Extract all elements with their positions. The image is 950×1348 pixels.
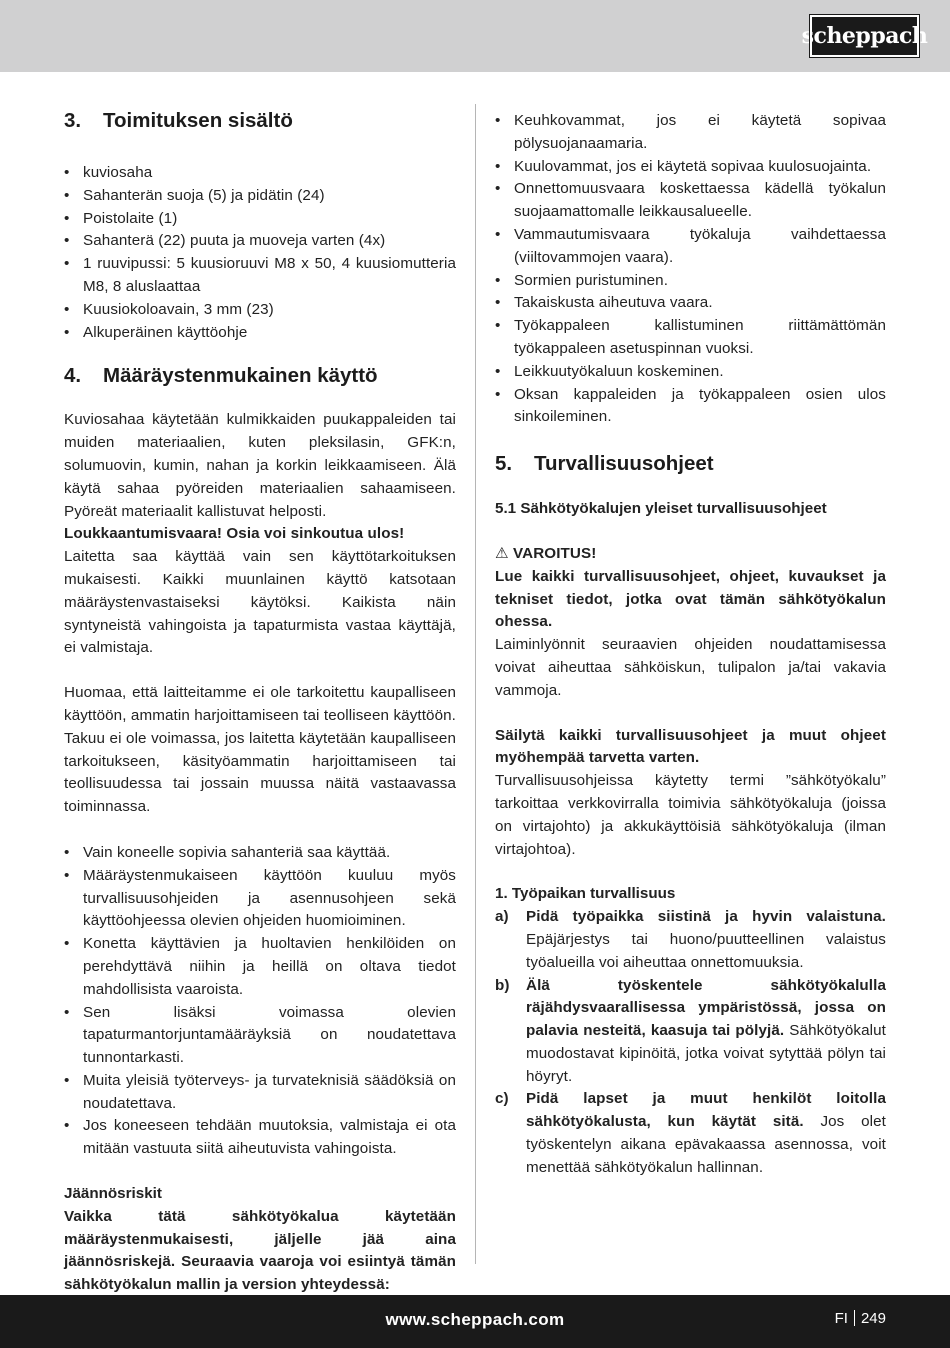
item-bold: Pidä lapset ja muut henkilöt loitolla sähkötyökalusta, kun käytät sitä. [526,1090,886,1131]
warning-bold-text: Lue kaikki turvallisuusohjeet, ohjeet, kuvaukset ja tekniset tiedot, jotka ovat tämän sähkötyökalun ohessa. [495,567,886,631]
item-bold: Älä työskentele sähkötyökalulla räjähdysvaarallisessa ympäristössä, jossa on palavia nesteitä, kaasuja tai pölyjä. [526,976,886,1040]
section-title: Turvallisuusohjeet [534,452,714,476]
list-item: • Keuhkovammat, jos ei käytetä sopivaa pölysuojanaamaria. [495,110,886,156]
page-number: 249 [860,1310,886,1327]
workplace-safety-list [495,906,886,1180]
brand-logo [801,15,928,57]
language-code: FI [834,1310,848,1327]
delivery-contents-list [64,162,456,344]
section-5-heading [495,450,886,478]
injury-warning: Loukkaantumisvaara! Osia voi sinkoutua ulos! [64,525,405,543]
section-title: Määräystenmukainen käyttö [103,364,378,388]
list-item: • kuviosaha [64,162,456,185]
residual-risks-text: Vaikka tätä sähkötyökalua käytetään määräystenmukaisesti, jäljelle jää aina jäännösriskejä. Seuraavia vaaroja voi esiintyä tämän sähkötyökalun mallin ja version yhteydessä: [64,1207,456,1294]
section-title: Toimituksen sisältö [103,109,293,132]
residual-risks-list [495,110,886,429]
page-separator [854,1310,855,1326]
commercial-use-paragraph: Huomaa, että laitteitamme ei ole tarkoitettu kaupalliseen käyttöön, ammatin harjoittamiseen tai teolliseen käyttöön. Takuu ei ole voimassa, jos laitetta käytetään kaupalliseen tarkoitukseen, käsityöammatin harjoittamiseen tai teollisuudessa tai jossain muussa näitä vastaavassa toiminnassa. [64,684,456,816]
brand-logo-text: scheppach [801,23,928,49]
item-label: c) [495,1090,509,1108]
footer-bar [0,1295,950,1348]
column-divider [475,104,476,1264]
list-item: • Sormien puristuminen. [495,270,886,293]
section-number: 5. [495,452,513,476]
usage-rules-list [64,842,456,1161]
section-3-heading [64,107,456,135]
list-item: • Jos koneeseen tehdään muutoksia, valmistaja ei ota mitään vastuuta siitä aiheutuvista vahingoista. [64,1115,456,1161]
list-item: • Määräystenmukaiseen käyttöön kuuluu myös turvallisuusohjeiden ja asennusohjeen sekä käyttöohjeessa olevien ohjeiden huomioiminen. [64,865,456,933]
item-text: Jos olet työskentelyn aikana epävakaassa asennossa, voit menettää sähkötyökalun hallinnan. [526,1113,886,1176]
warning-triangle-icon: ⚠ [495,544,509,562]
list-item: • Konetta käyttävien ja huoltavien henkilöiden on perehdyttävä niihin ja heillä on oltava tiedot mahdollisista vaaroista. [64,933,456,1001]
list-item: • Onnettomuusvaara koskettaessa kädellä työkalun suojaamattomalle leikkausalueelle. [495,178,886,224]
list-item: • Vain koneelle sopivia sahanteriä saa käyttää. [64,842,456,865]
header-bar [0,0,950,72]
list-item: • Sahanterä (22) puuta ja muoveja varten (4x) [64,230,456,253]
section-number: 3. [64,109,82,132]
residual-risks-title: Jäännösriskit [64,1185,162,1203]
list-item: • Kuulovammat, jos ei käytetä sopivaa kuulosuojainta. [495,156,886,179]
list-item: • Vammautumisvaara työkaluja vaihdettaessa (viiltovammojen vaara). [495,224,886,270]
workplace-safety-title: 1. Työpaikan turvallisuus [495,885,676,903]
website-link[interactable]: www.scheppach.com [385,1310,565,1329]
keep-instructions-bold: Säilytä kaikki turvallisuusohjeet ja muut ohjeet myöhempää tarvetta varten. [495,726,886,767]
warning-text: Laiminlyönnit seuraavien ohjeiden noudattamisessa voivat aiheuttaa sähköiskun, tulipalon ja/tai vakavia vammoja. [495,636,886,699]
list-item: • Oksan kappaleiden ja työkappaleen osien ulos sinkoileminen. [495,384,886,430]
list-item: • Poistolaite (1) [64,208,456,231]
item-text: Epäjärjestys tai huono/puutteellinen valaistus työalueilla voi aiheuttaa onnettomuuksia. [526,930,886,971]
section-number: 4. [64,364,82,388]
list-item [495,975,886,1089]
item-bold: Pidä työpaikka siistinä ja hyvin valaistuna. [526,908,886,926]
warning-label: VAROITUS! [513,544,597,562]
list-item [495,1088,886,1179]
keep-instructions-text: Turvallisuusohjeissa käytetty termi ”sähkötyökalu” tarkoittaa verkkovirralla toimivia sähkötyökaluja (joissa on virtajohto) ja akkukäyttöisiä sähkötyökaluja (ilman virtajohtoa). [495,772,886,858]
list-item: • Muita yleisiä työterveys- ja turvateknisiä säädöksiä on noudatettava. [64,1070,456,1116]
list-item: • Alkuperäinen käyttöohje [64,322,456,345]
list-item: • Kuusiokoloavain, 3 mm (23) [64,299,456,322]
item-label: b) [495,976,510,994]
item-label: a) [495,908,509,926]
list-item: • Leikkuutyökaluun koskeminen. [495,361,886,384]
page-indicator [835,1310,886,1327]
subsection-heading: 5.1 Sähkötyökalujen yleiset turvallisuusohjeet [495,500,827,518]
section-4-heading [64,362,456,390]
warning-label-line [495,543,886,566]
list-item [495,906,886,974]
left-column [64,100,456,1297]
list-item: • 1 ruuvipussi: 5 kuusioruuvi M8 x 50, 4 kuusiomutteria M8, 8 aluslaattaa [64,253,456,299]
list-item: • Sen lisäksi voimassa olevien tapaturmantorjuntamääräyksiä on noudatettava tunnontarkasti. [64,1002,456,1070]
usage-paragraph: Laitetta saa käyttää vain sen käyttötarkoituksen mukaisesti. Kaikki muunlainen käyttö katsotaan määräystenvastaiseksi käytöksi. Kaikista näin syntyneistä vahingoista ja tapaturmista vastaa käyttäjä, ei valmistaja. [64,548,456,657]
list-item: • Työkappaleen kallistuminen riittämättömän työkappaleen asetuspinnan vuoksi. [495,315,886,361]
list-item: • Takaiskusta aiheutuva vaara. [495,292,886,315]
intended-use-paragraph: Kuviosahaa käytetään kulmikkaiden puukappaleiden tai muiden materiaalien, kuten pleksilasin, GFK:n, solumuovin, kumin, nahan ja korkin leikkaamiseen. Älä käytä sahaa pyöreiden materiaalien sahaamiseen. Pyöreät materiaalit kallistuvat helposti. [64,411,456,520]
list-item: • Sahanterän suoja (5) ja pidätin (24) [64,185,456,208]
item-text: Sähkötyökalut muodostavat kipinöitä, jotka voivat sytyttää pölyn tai höyryt. [526,1022,886,1085]
right-column [495,110,886,1180]
